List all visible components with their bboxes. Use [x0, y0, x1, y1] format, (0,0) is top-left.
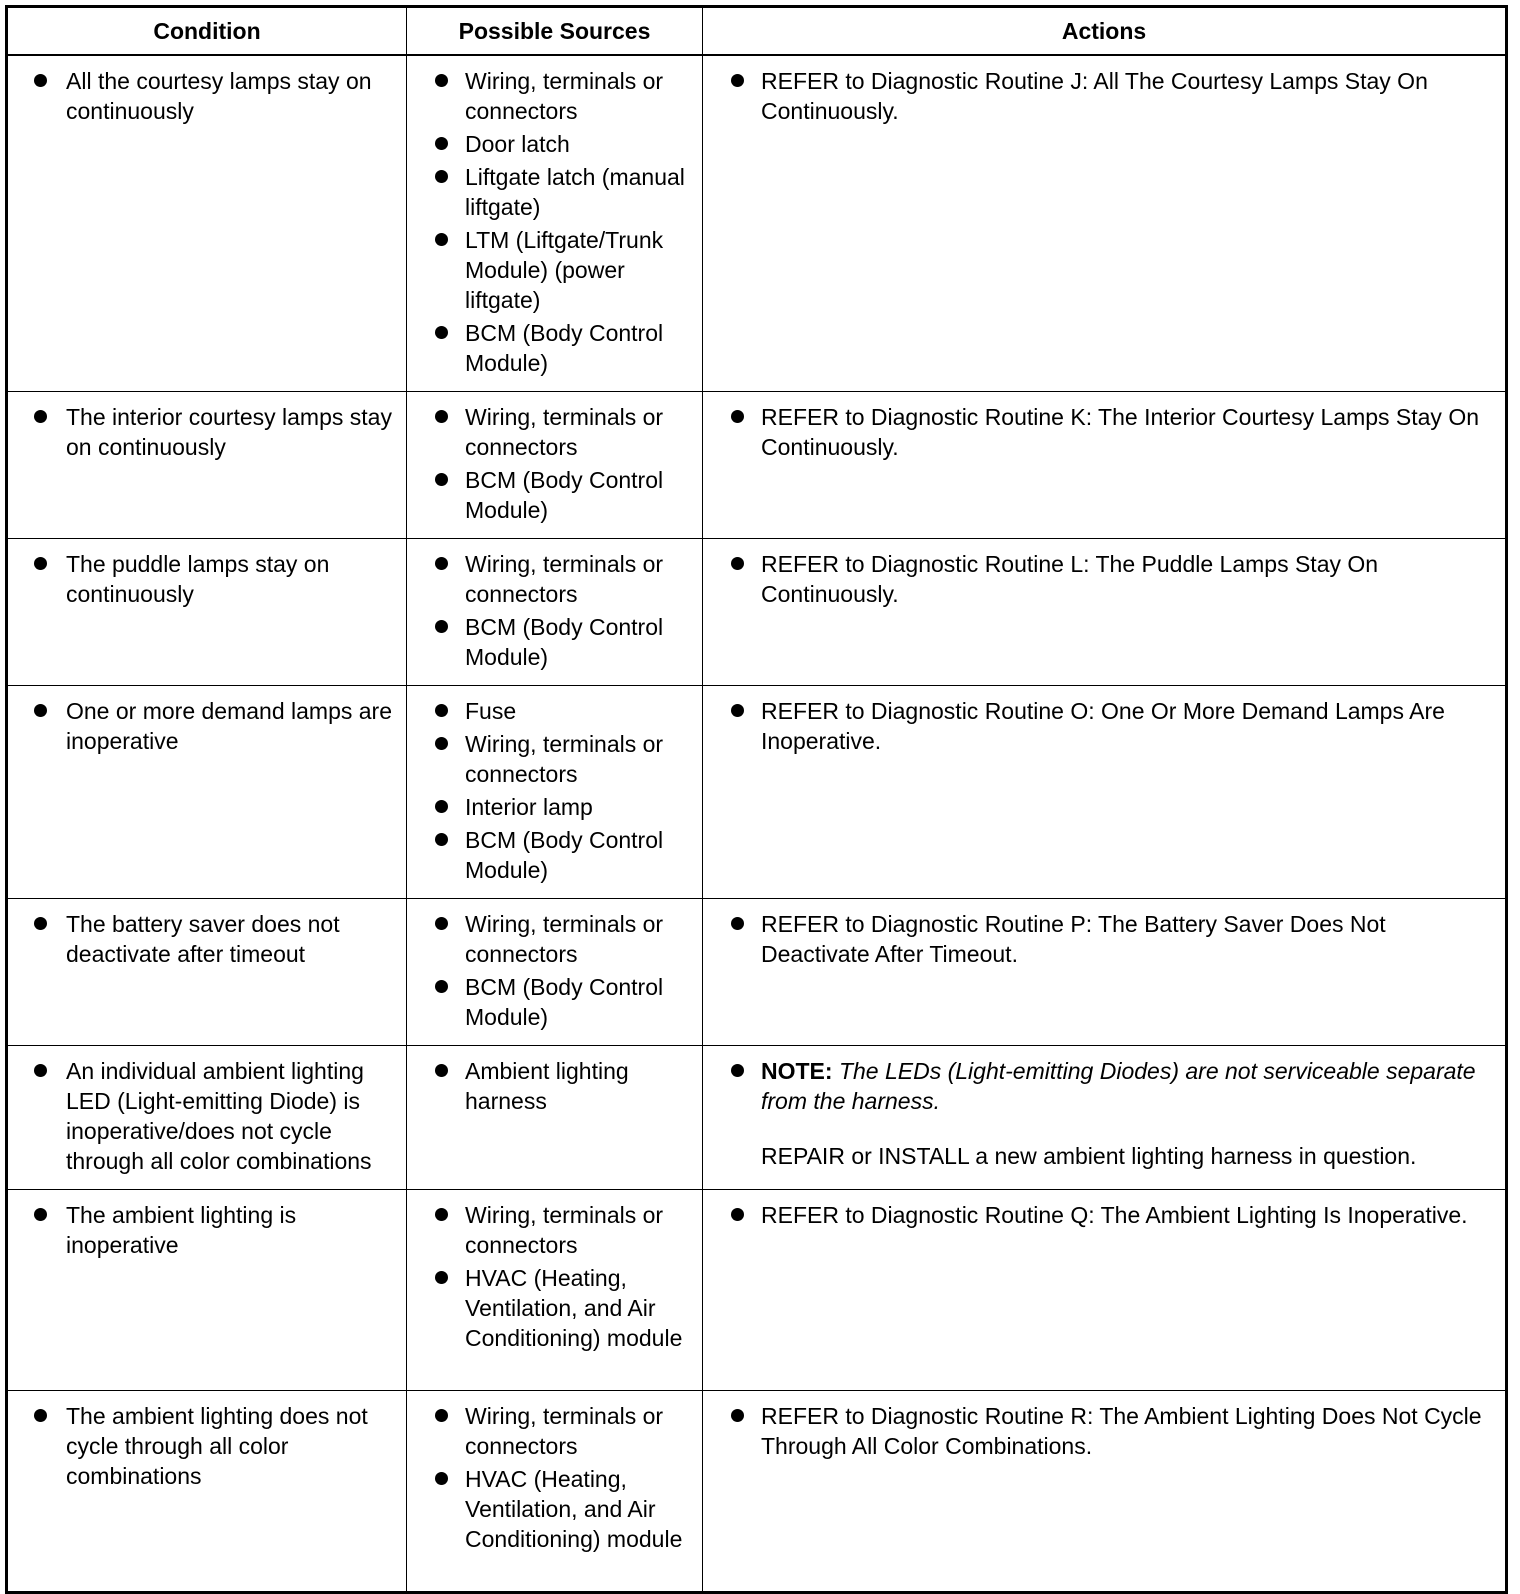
condition-text: The puddle lamps stay on continuously [66, 551, 330, 607]
action-text: REFER to Diagnostic Routine R: The Ambient Lighting Does Not Cycle Through All Color Combinations. [761, 1403, 1482, 1459]
list-item [407, 1263, 696, 1353]
table-row [7, 1046, 1507, 1190]
bullet-icon [731, 410, 744, 423]
bullet-icon [34, 704, 47, 717]
bullet-icon [435, 1409, 448, 1422]
list-item [407, 1056, 696, 1116]
condition-cell [7, 55, 407, 392]
bullet-icon [34, 1064, 47, 1077]
list-item [407, 729, 696, 789]
source-text: Wiring, terminals or connectors [465, 911, 664, 967]
bullet-icon [34, 74, 47, 87]
list-item [8, 909, 400, 969]
sources-cell [407, 1046, 703, 1190]
action-cell [703, 55, 1507, 392]
action-cell [703, 899, 1507, 1046]
list-item [8, 402, 400, 462]
bullet-icon [731, 704, 744, 717]
bullet-icon [34, 1208, 47, 1221]
list-item [8, 696, 400, 756]
source-text: LTM (Liftgate/Trunk Module) (power liftgate) [465, 227, 664, 313]
action-text: REFER to Diagnostic Routine P: The Battery Saver Does Not Deactivate After Timeout. [761, 911, 1386, 967]
action-text: REFER to Diagnostic Routine O: One Or More Demand Lamps Are Inoperative. [761, 698, 1445, 754]
list-item [703, 1200, 1499, 1230]
list-item [8, 549, 400, 609]
bullet-icon [435, 980, 448, 993]
condition-text: The battery saver does not deactivate after timeout [66, 911, 340, 967]
bullet-icon [34, 557, 47, 570]
condition-text: One or more demand lamps are inoperative [66, 698, 392, 754]
condition-text: The interior courtesy lamps stay on continuously [66, 404, 392, 460]
bullet-icon [34, 917, 47, 930]
list-item [8, 1401, 400, 1491]
action-text: REFER to Diagnostic Routine L: The Puddle Lamps Stay On Continuously. [761, 551, 1379, 607]
bullet-icon [435, 557, 448, 570]
source-text: BCM (Body Control Module) [465, 974, 664, 1030]
source-text: Fuse [465, 698, 517, 724]
list-item [407, 825, 696, 885]
bullet-icon [435, 326, 448, 339]
source-text: Wiring, terminals or connectors [465, 1403, 664, 1459]
list-item [703, 909, 1499, 969]
list-item [8, 1056, 400, 1176]
condition-text: The ambient lighting does not cycle through all color combinations [66, 1403, 368, 1489]
bullet-icon [731, 1208, 744, 1221]
source-text: HVAC (Heating, Ventilation, and Air Conditioning) module [465, 1265, 683, 1351]
list-item [703, 1401, 1499, 1461]
bullet-icon [435, 833, 448, 846]
bullet-icon [731, 1064, 744, 1077]
table-row [7, 1190, 1507, 1391]
bullet-icon [435, 1472, 448, 1485]
action-text: REFER to Diagnostic Routine Q: The Ambient Lighting Is Inoperative. [761, 1202, 1468, 1228]
action-cell [703, 1190, 1507, 1391]
source-text: Wiring, terminals or connectors [465, 731, 664, 787]
bullet-icon [435, 620, 448, 633]
source-text: Interior lamp [465, 794, 593, 820]
source-text: Wiring, terminals or connectors [465, 551, 664, 607]
bullet-icon [435, 170, 448, 183]
table-row [7, 686, 1507, 899]
condition-cell [7, 1391, 407, 1593]
table-row [7, 55, 1507, 392]
list-item [407, 129, 696, 159]
condition-text: An individual ambient lighting LED (Light-emitting Diode) is inoperative/does not cycle through all color combinations [66, 1058, 372, 1174]
list-item [407, 1401, 696, 1461]
action-text: REFER to Diagnostic Routine K: The Interior Courtesy Lamps Stay On Continuously. [761, 404, 1479, 460]
bullet-icon [435, 410, 448, 423]
list-item [407, 1464, 696, 1554]
bullet-icon [731, 74, 744, 87]
bullet-icon [435, 800, 448, 813]
bullet-icon [435, 74, 448, 87]
condition-text: All the courtesy lamps stay on continuously [66, 68, 372, 124]
note-text: The LEDs (Light-emitting Diodes) are not serviceable separate from the harness. [761, 1058, 1476, 1114]
source-text: HVAC (Heating, Ventilation, and Air Conditioning) module [465, 1466, 683, 1552]
source-text: BCM (Body Control Module) [465, 614, 664, 670]
sources-cell [407, 392, 703, 539]
condition-cell [7, 899, 407, 1046]
source-text: BCM (Body Control Module) [465, 467, 664, 523]
list-item [407, 549, 696, 609]
bullet-icon [435, 137, 448, 150]
header-actions: Actions [703, 7, 1507, 56]
list-item [407, 402, 696, 462]
sources-cell [407, 899, 703, 1046]
action-cell [703, 686, 1507, 899]
list-item [407, 612, 696, 672]
condition-cell [7, 686, 407, 899]
condition-cell [7, 539, 407, 686]
table-row [7, 392, 1507, 539]
sources-cell [407, 1391, 703, 1593]
list-item [407, 696, 696, 726]
bullet-icon [731, 917, 744, 930]
bullet-icon [435, 1271, 448, 1284]
list-item [407, 225, 696, 315]
header-possible-sources: Possible Sources [407, 7, 703, 56]
list-item [703, 402, 1499, 462]
source-text: Wiring, terminals or connectors [465, 1202, 664, 1258]
list-item [407, 792, 696, 822]
list-item [407, 66, 696, 126]
source-text: Ambient lighting harness [465, 1058, 629, 1114]
source-text: Door latch [465, 131, 570, 157]
list-item [703, 549, 1499, 609]
bullet-icon [435, 1208, 448, 1221]
source-text: BCM (Body Control Module) [465, 320, 664, 376]
list-item [703, 66, 1499, 126]
note-label: NOTE: [761, 1058, 833, 1084]
bullet-icon [435, 917, 448, 930]
bullet-icon [435, 737, 448, 750]
sources-cell [407, 1190, 703, 1391]
bullet-icon [34, 410, 47, 423]
table-row [7, 1391, 1507, 1593]
list-item [8, 1200, 400, 1260]
list-item [8, 66, 400, 126]
bullet-icon [731, 1409, 744, 1422]
diagnostic-symptom-table [5, 5, 1508, 1594]
source-text: Wiring, terminals or connectors [465, 404, 664, 460]
condition-cell [7, 1046, 407, 1190]
table-row [7, 539, 1507, 686]
action-cell [703, 1391, 1507, 1593]
action-cell [703, 392, 1507, 539]
table-row [7, 899, 1507, 1046]
condition-text: The ambient lighting is inoperative [66, 1202, 297, 1258]
condition-cell [7, 1190, 407, 1391]
table-header-row [7, 7, 1507, 56]
source-text: BCM (Body Control Module) [465, 827, 664, 883]
header-condition: Condition [7, 7, 407, 56]
sources-cell [407, 539, 703, 686]
action-cell [703, 1046, 1507, 1190]
sources-cell [407, 55, 703, 392]
condition-cell [7, 392, 407, 539]
list-item [407, 972, 696, 1032]
bullet-icon [731, 557, 744, 570]
bullet-icon [435, 473, 448, 486]
bullet-icon [435, 233, 448, 246]
list-item [407, 465, 696, 525]
action-text: REPAIR or INSTALL a new ambient lighting harness in question. [761, 1143, 1417, 1169]
sources-cell [407, 686, 703, 899]
action-text: REFER to Diagnostic Routine J: All The Courtesy Lamps Stay On Continuously. [761, 68, 1428, 124]
action-cell [703, 539, 1507, 686]
list-item [407, 318, 696, 378]
list-item [407, 1200, 696, 1260]
bullet-icon [435, 1064, 448, 1077]
source-text: Wiring, terminals or connectors [465, 68, 664, 124]
bullet-icon [435, 704, 448, 717]
list-item [407, 162, 696, 222]
list-item [407, 909, 696, 969]
bullet-icon [34, 1409, 47, 1422]
list-item [703, 1056, 1499, 1171]
source-text: Liftgate latch (manual liftgate) [465, 164, 685, 220]
list-item [703, 696, 1499, 756]
